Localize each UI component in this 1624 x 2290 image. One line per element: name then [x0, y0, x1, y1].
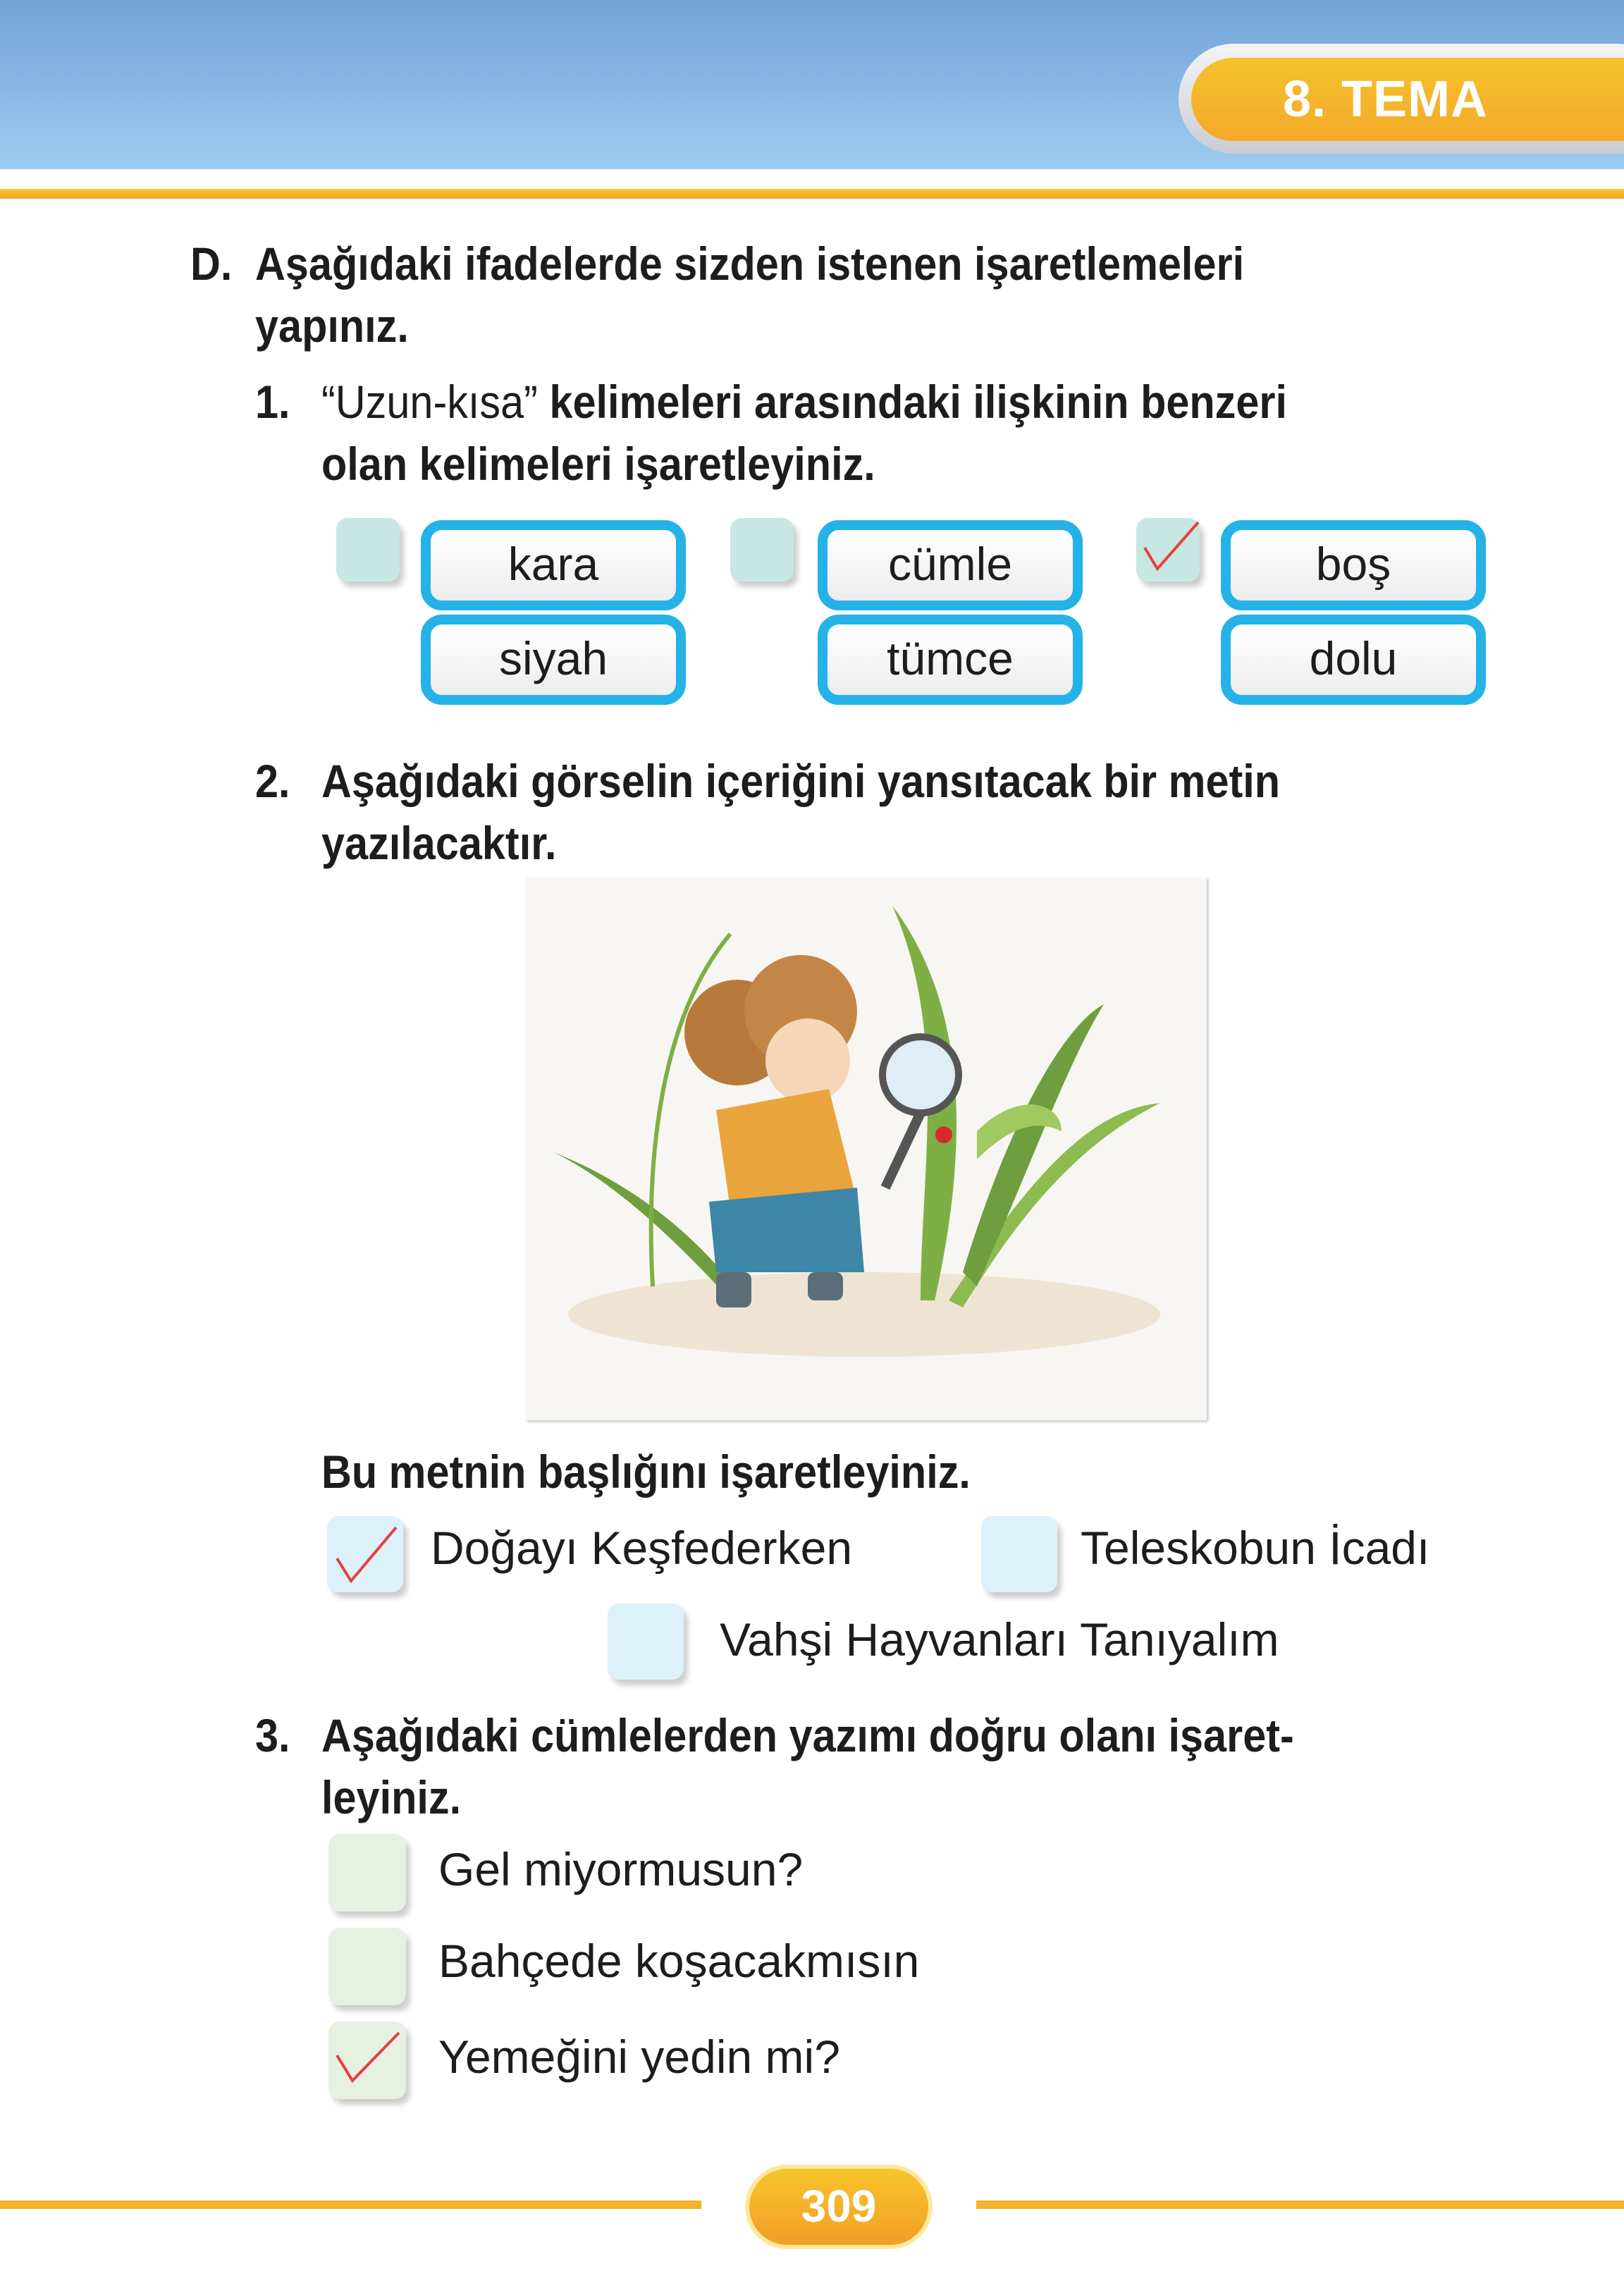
word-card: tümce	[818, 615, 1083, 705]
q2-option-checkbox[interactable]	[981, 1516, 1057, 1592]
q1-number: 1.	[255, 376, 290, 428]
q1-checkbox-1[interactable]	[336, 518, 400, 581]
q1-text-cont: olan kelimeleri işaretleyiniz.	[321, 438, 875, 490]
q1-checkbox-3[interactable]	[1136, 518, 1200, 581]
q2-number: 2.	[255, 755, 290, 807]
q3-text-cont: leyiniz.	[321, 1771, 462, 1823]
q1-text-main: kelimeleri arasındaki ilişkinin benzeri	[537, 376, 1288, 428]
check-mark-icon	[328, 2021, 406, 2099]
check-mark-icon	[327, 1516, 403, 1592]
q3-option-label: Yemeğini yedin mi?	[438, 2031, 840, 2083]
q3-option-label: Gel miyormusun?	[438, 1843, 804, 1895]
q2-option-label: Doğayı Keşfederken	[431, 1522, 853, 1574]
q3-option-checkbox[interactable]	[328, 1834, 406, 1912]
q1-text	[321, 371, 1287, 433]
section-title: Aşağıdaki ifadelerde sizden istenen işaretlemeleri	[255, 238, 1245, 290]
check-mark-icon	[1136, 518, 1200, 581]
illustration-child-with-magnifier	[526, 878, 1207, 1420]
q2-text: Aşağıdaki görselin içeriğini yansıtacak bir metin	[321, 755, 1281, 807]
q2-option-label: Vahşi Hayvanları Tanıyalım	[720, 1613, 1279, 1666]
q2-option-checkbox[interactable]	[327, 1516, 403, 1592]
q2-option-checkbox[interactable]	[608, 1603, 684, 1680]
section-letter: D.	[190, 238, 233, 290]
q1-quote: “Uzun-kısa”	[321, 376, 538, 428]
q3-option-checkbox[interactable]	[328, 1928, 406, 2005]
q2-option-label: Teleskobun İcadı	[1081, 1522, 1430, 1574]
q3-text: Aşağıdaki cümlelerden yazımı doğru olanı işaret-	[321, 1709, 1294, 1761]
page-number: 309	[745, 2165, 933, 2249]
theme-badge: 8. TEMA	[1191, 58, 1624, 141]
q2-text-cont: yazılacaktır.	[321, 817, 557, 869]
q3-number: 3.	[255, 1709, 290, 1761]
footer-line-right	[976, 2200, 1624, 2209]
q2-prompt: Bu metnin başlığını işaretleyiniz.	[321, 1446, 971, 1498]
section-title-cont: yapınız.	[255, 300, 409, 352]
q3-option-label: Bahçede koşacakmısın	[438, 1935, 920, 1987]
header-divider	[0, 169, 1624, 189]
footer-line-left	[0, 2200, 701, 2209]
q1-checkbox-2[interactable]	[730, 518, 794, 581]
word-card: kara	[421, 520, 686, 610]
word-card: boş	[1221, 520, 1486, 610]
word-card: siyah	[421, 615, 686, 705]
word-card: dolu	[1221, 615, 1486, 705]
q3-option-checkbox[interactable]	[328, 2021, 406, 2099]
header-line	[0, 189, 1624, 199]
word-card: cümle	[818, 520, 1083, 610]
